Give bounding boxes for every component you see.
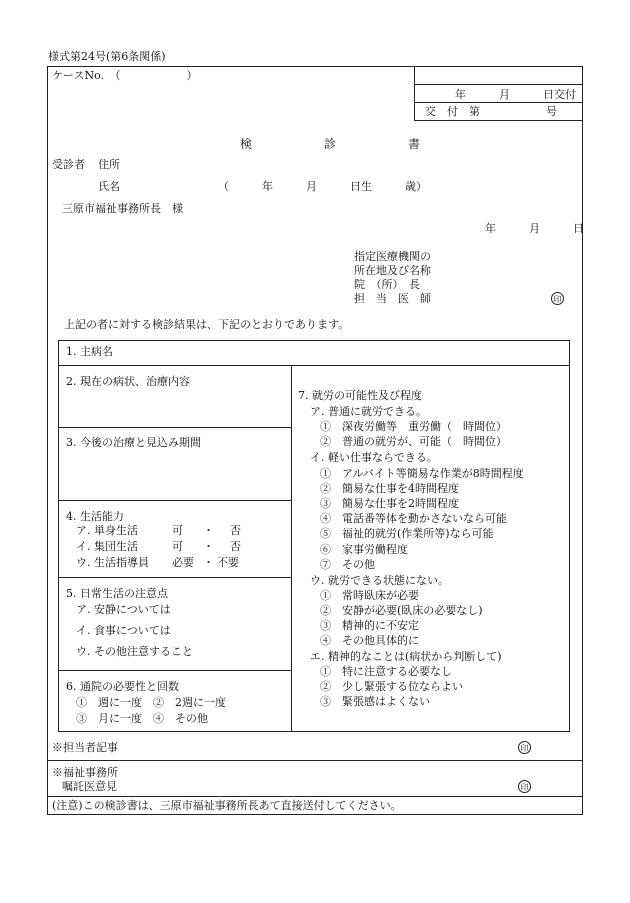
clinic-line-3: 院 （所） 長 [354,278,420,291]
notice-text: (注意)この検診書は、三原市福祉事務所長あて直接送付してください。 [52,799,402,812]
work-option: ③ 精神的に不安定 [320,619,419,632]
visit-options-row: ③ 月に一度 ④ その他 [76,712,208,725]
work-option: ④ 電話番等体を動かさないなら可能 [320,512,507,525]
document-title: 検 診 書 [240,137,421,151]
birth-field: （ 年 月 日生 歳） [218,180,427,193]
report-date: 年 月 日 [485,222,584,235]
work-option: ② 簡易な仕事を4時間程度 [320,482,459,495]
doctor-seal-icon: 印 [551,292,564,305]
advisor-seal-icon: 印 [518,780,531,793]
staff-note-label: ※担当者記事 [52,741,118,754]
clinic-line-2: 所在地及び名称 [354,264,431,277]
work-option: ③ 簡易な仕事を2時間程度 [320,497,459,510]
issue-date: 年 月 日交付 [455,88,576,101]
issue-number: 交 付 第 号 [425,105,557,118]
work-category: イ. 軽い仕事ならできる。 [310,451,438,464]
daily-life-item: ウ. その他注意すること [76,645,193,658]
address-label: 住所 [98,158,120,171]
work-option: ① 特に注意する必要なし [320,665,452,678]
intro-text: 上記の者に対する検診結果は、下記のとおりであります。 [64,318,350,331]
welfare-office-label: ※福祉事務所 [52,766,118,779]
work-option: ⑦ その他 [320,558,375,571]
work-title: 7. 就労の可能性及び程度 [298,389,422,402]
work-category: ウ. 就労できる状態にない。 [310,574,449,587]
work-option: ③ 緊張感はよくない [320,695,430,708]
clinic-line-4: 担 当 医 師 [354,292,431,305]
living-ability-title: 4. 生活能力 [66,510,124,523]
work-option: ① 常時臥床が必要 [320,589,419,602]
case-number: ケースNo. （ ） [52,69,198,82]
daily-life-item: イ. 食事については [76,624,171,637]
form-number: 様式第24号(第6条関係) [48,50,166,63]
advisor-opinion-label: 嘱託医意見 [62,780,117,793]
visit-title: 6. 通院の必要性と回数 [66,680,179,693]
work-option: ② 安静が必要(臥床の必要なし) [320,604,483,617]
work-option: ② 普通の就労が、可能（ 時間位） [320,435,507,448]
work-option: ⑤ 福祉的就労(作業所等)なら可能 [320,527,494,540]
clinic-line-1: 指定医療機関の [354,250,431,263]
future-treatment-label: 3. 今後の治療と見込み期間 [66,436,201,449]
name-label: 氏名 [98,180,120,193]
patient-heading: 受診者 [52,158,85,171]
work-option: ① アルバイト等簡易な作業が8時間程度 [320,467,524,480]
addressee: 三原市福祉事務所長 様 [62,202,183,215]
work-category: エ. 精神的なことは(病状から判断して) [310,650,502,663]
daily-life-item: ア. 安静については [76,603,171,616]
work-option: ② 少し緊張する位ならよい [320,680,463,693]
visit-options-row: ① 週に一度 ② 2週に一度 [76,696,226,709]
staff-seal-icon: 印 [518,741,531,754]
work-option: ⑥ 家事労働程度 [320,543,408,556]
condition-label: 2. 現在の病状、治療内容 [66,375,190,388]
daily-life-title: 5. 日常生活の注意点 [66,587,168,600]
work-category: ア. 普通に就労できる。 [310,405,427,418]
work-option: ① 深夜労働等 重労働（ 時間位） [320,420,507,433]
work-option: ④ その他具体的に [320,634,419,647]
main-disease-label: 1. 主病名 [66,345,113,358]
